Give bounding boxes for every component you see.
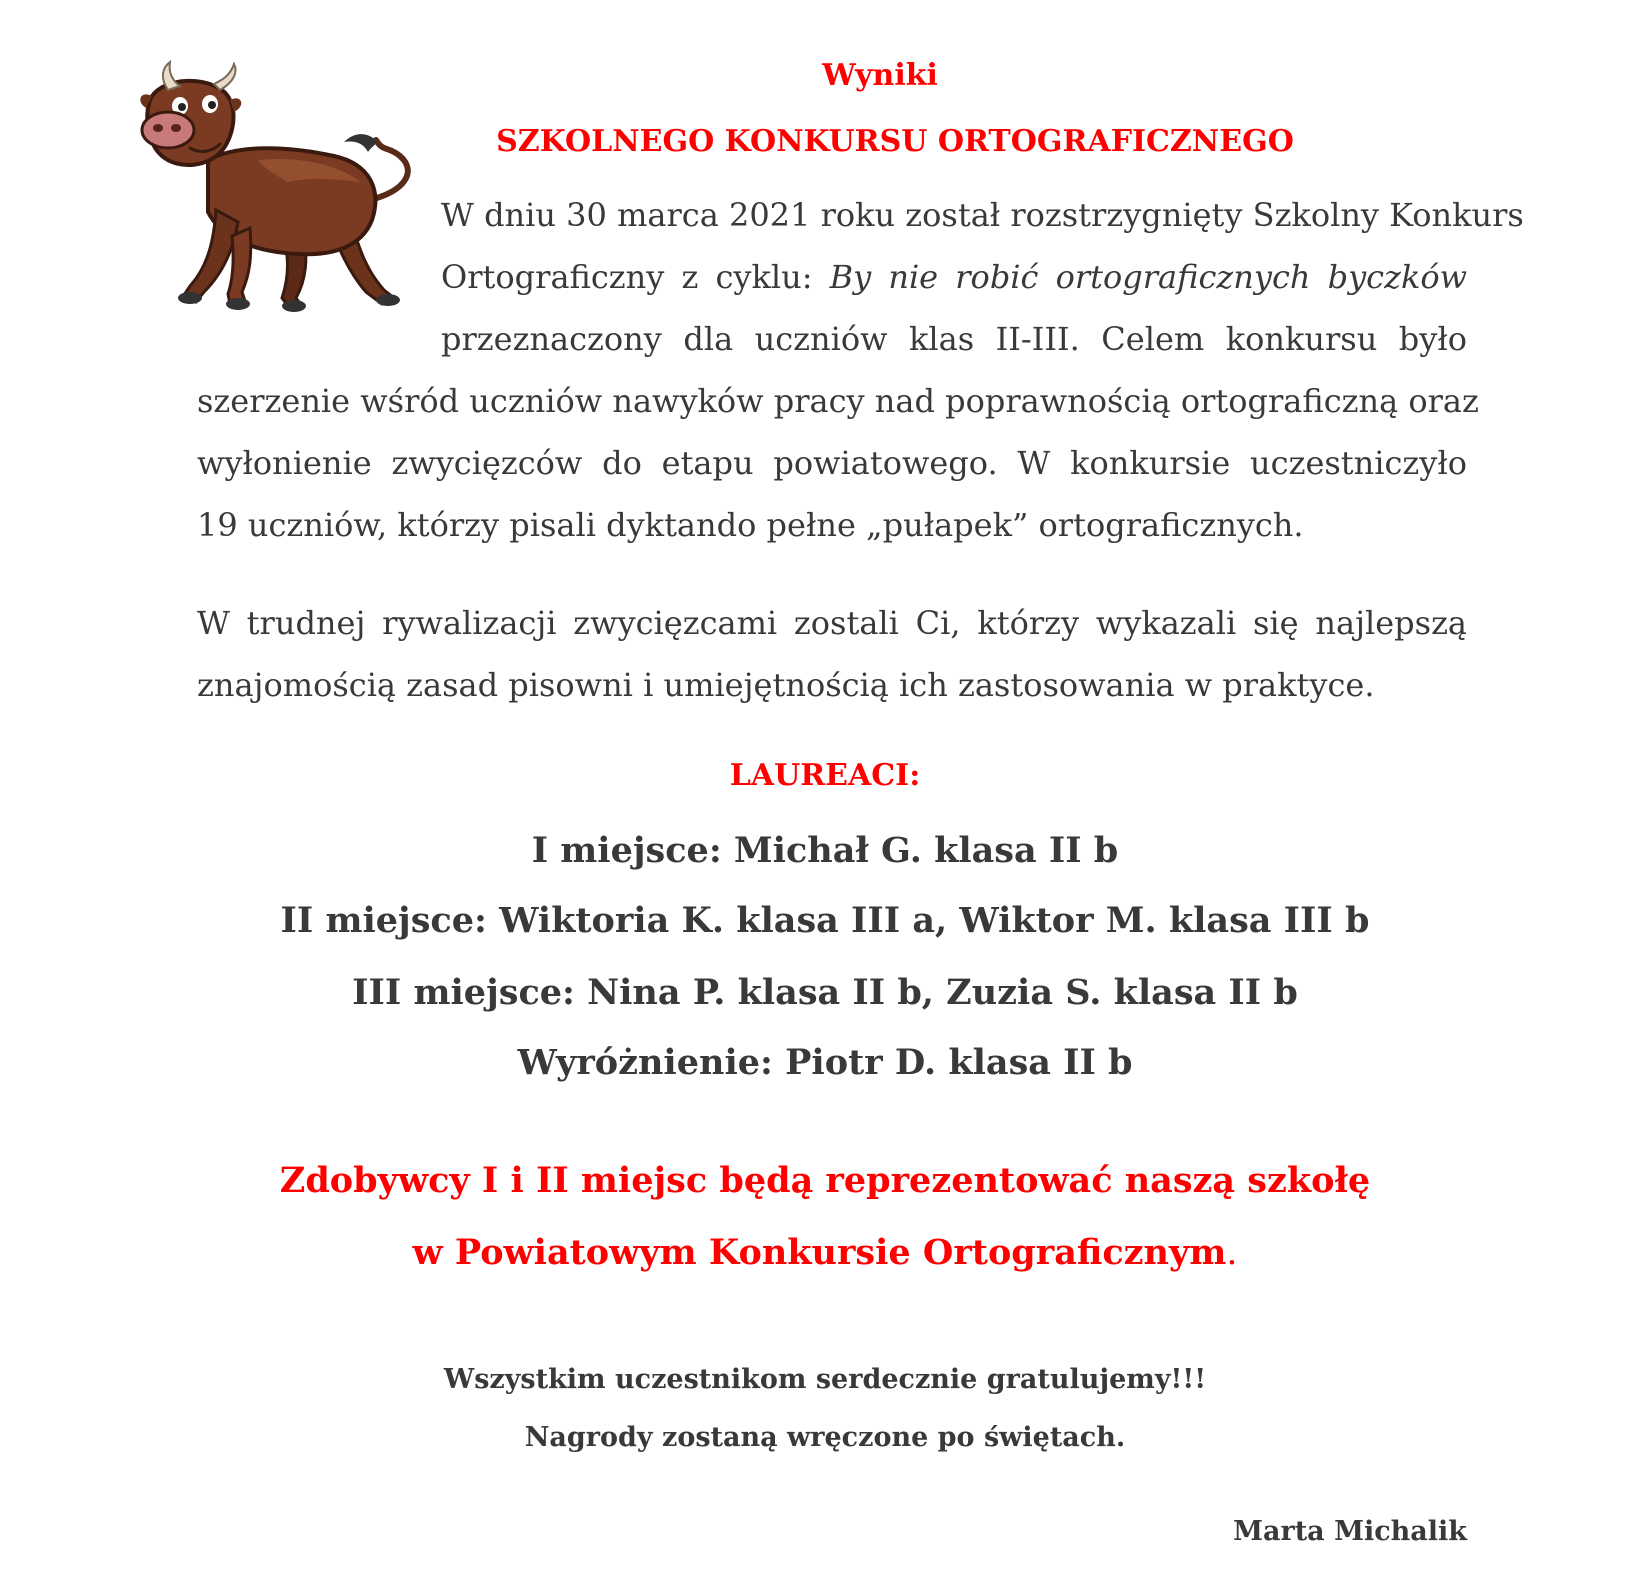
third-place: III miejsce: Nina P. klasa II b, Zuzia S. klasa II b xyxy=(352,972,1298,1013)
announcement-text: w Powiatowym Konkursie Ortograficznym xyxy=(412,1232,1227,1273)
intro-line-text: Ortograficzny z cyklu: xyxy=(441,258,830,296)
intro-line: W dniu 30 marca 2021 roku został rozstrzygnięty Szkolny Konkurs xyxy=(441,196,1524,234)
laureates-heading: LAUREACI: xyxy=(729,758,921,793)
intro-line: 19 uczniów, którzy pisali dyktando pełne „pułapek” ortograficznych. xyxy=(197,506,1304,544)
announcement-line xyxy=(0,1232,1650,1273)
second-place: II miejsce: Wiktoria K. klasa III a, Wiktor M. klasa III b xyxy=(280,900,1370,941)
contest-series-name: By nie robić ortograficznych byczków xyxy=(829,258,1468,296)
intro-line: szerzenie wśród uczniów nawyków pracy nad poprawnością ortograficzną oraz xyxy=(197,382,1479,420)
contest-title: SZKOLNEGO KONKURSU ORTOGRAFICZNEGO xyxy=(496,124,1294,159)
intro-line: przeznaczony dla uczniów klas II-III. Celem konkursu było xyxy=(441,320,1467,358)
congratulations-text: Wszystkim uczestnikom serdecznie gratulujemy!!! xyxy=(443,1364,1207,1395)
bull-illustration xyxy=(138,60,438,330)
rivalry-line: W trudnej rywalizacji zwycięzcami zostali Ci, którzy wykazali się najlepszą xyxy=(197,604,1467,642)
first-place: I miejsce: Michał G. klasa II b xyxy=(531,830,1119,871)
rivalry-line: znajomością zasad pisowni i umiejętnością ich zastosowania w praktyce. xyxy=(197,666,1375,704)
distinction: Wyróżnienie: Piotr D. klasa II b xyxy=(517,1042,1133,1083)
signature: Marta Michalik xyxy=(1233,1516,1467,1547)
intro-line: wyłonienie zwycięzców do etapu powiatowego. W konkursie uczestniczyło xyxy=(197,444,1467,482)
intro-line xyxy=(441,246,1467,308)
prizes-text: Nagrody zostaną wręczone po świętach. xyxy=(524,1422,1126,1453)
results-title: Wyniki xyxy=(822,58,938,93)
announcement-period: . xyxy=(1226,1233,1238,1273)
announcement-line: Zdobywcy I i II miejsc będą reprezentować naszą szkołę xyxy=(279,1160,1371,1201)
